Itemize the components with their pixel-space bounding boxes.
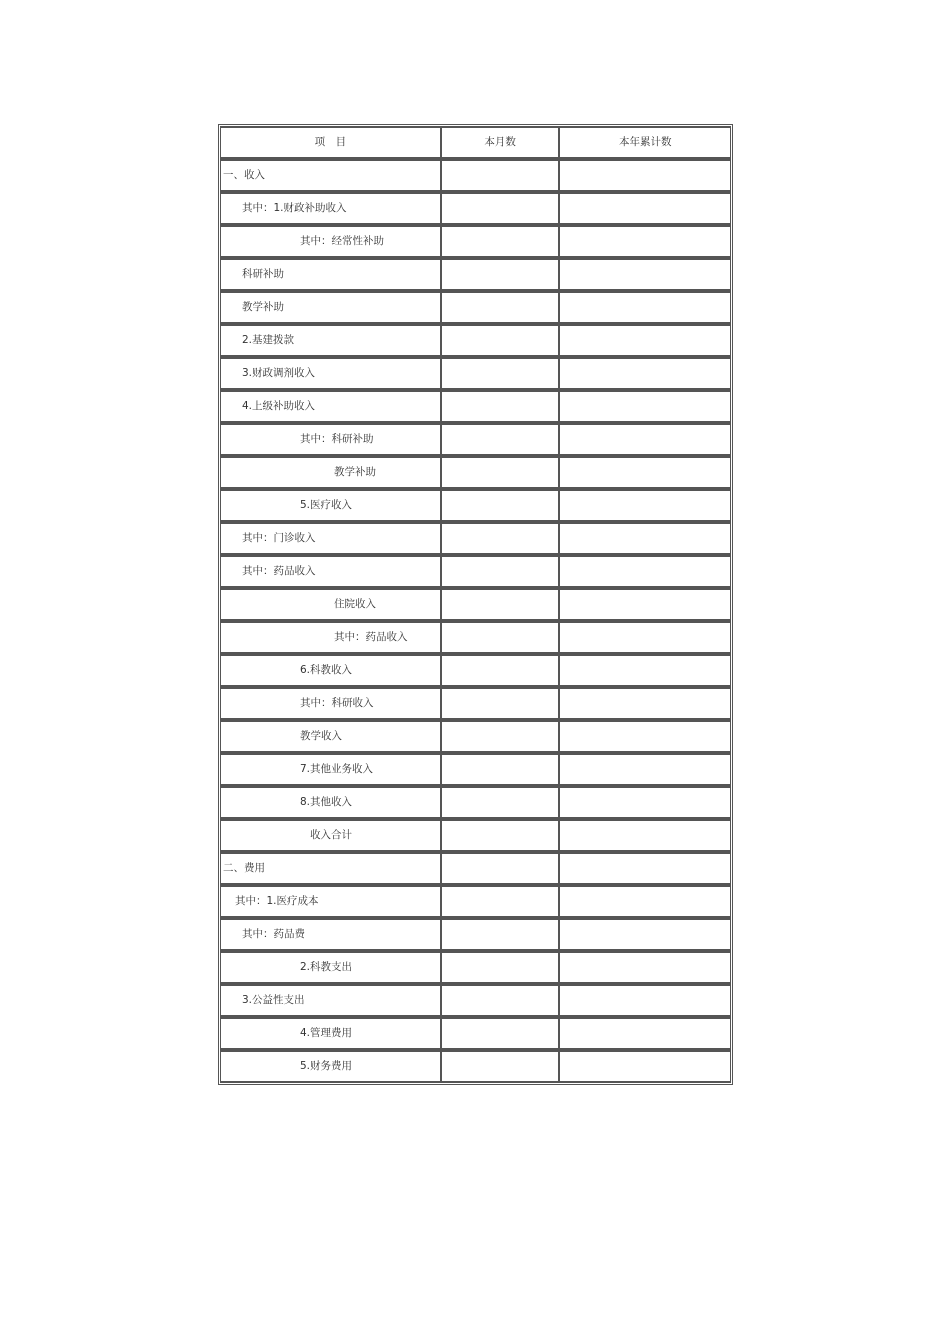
year-value-cell (559, 621, 731, 654)
year-value-cell (559, 390, 731, 423)
table-row (220, 951, 731, 984)
month-value-cell (441, 1017, 560, 1050)
table-row (220, 687, 731, 720)
row-label: 7.其他业务收入 (220, 753, 441, 786)
table-row (220, 489, 731, 522)
header-item: 项 目 (220, 126, 441, 159)
year-value-cell (559, 951, 731, 984)
year-value-cell (559, 423, 731, 456)
row-label: 收入合计 (220, 819, 441, 852)
table-row (220, 984, 731, 1017)
row-label: 3.公益性支出 (220, 984, 441, 1017)
month-value-cell (441, 786, 560, 819)
year-value-cell (559, 324, 731, 357)
year-value-cell (559, 522, 731, 555)
row-label: 其中：门诊收入 (220, 522, 441, 555)
month-value-cell (441, 720, 560, 753)
row-label: 其中：药品收入 (220, 555, 441, 588)
row-label: 其中：药品收入 (220, 621, 441, 654)
year-value-cell (559, 819, 731, 852)
table-row (220, 555, 731, 588)
month-value-cell (441, 984, 560, 1017)
table-row (220, 390, 731, 423)
month-value-cell (441, 258, 560, 291)
year-value-cell (559, 753, 731, 786)
year-value-cell (559, 984, 731, 1017)
row-label: 住院收入 (220, 588, 441, 621)
month-value-cell (441, 819, 560, 852)
table-row (220, 1017, 731, 1050)
year-value-cell (559, 489, 731, 522)
month-value-cell (441, 588, 560, 621)
month-value-cell (441, 357, 560, 390)
month-value-cell (441, 423, 560, 456)
row-label: 其中：科研补助 (220, 423, 441, 456)
year-value-cell (559, 654, 731, 687)
table-row (220, 324, 731, 357)
table-row (220, 588, 731, 621)
month-value-cell (441, 654, 560, 687)
row-label: 二、费用 (220, 852, 441, 885)
year-value-cell (559, 885, 731, 918)
row-label: 教学补助 (220, 456, 441, 489)
table-row (220, 852, 731, 885)
table-row (220, 423, 731, 456)
table-row (220, 159, 731, 192)
table-row (220, 225, 731, 258)
month-value-cell (441, 390, 560, 423)
row-label: 3.财政调剂收入 (220, 357, 441, 390)
table-row (220, 885, 731, 918)
row-label: 4.管理费用 (220, 1017, 441, 1050)
table-body (220, 126, 731, 1083)
row-label: 一、收入 (220, 159, 441, 192)
month-value-cell (441, 291, 560, 324)
table-row (220, 522, 731, 555)
table-row (220, 291, 731, 324)
row-label: 4.上级补助收入 (220, 390, 441, 423)
row-label: 2.科教支出 (220, 951, 441, 984)
month-value-cell (441, 159, 560, 192)
table-row (220, 654, 731, 687)
table-row (220, 357, 731, 390)
row-label: 5.财务费用 (220, 1050, 441, 1083)
header-year: 本年累计数 (559, 126, 731, 159)
year-value-cell (559, 357, 731, 390)
year-value-cell (559, 1050, 731, 1083)
month-value-cell (441, 687, 560, 720)
row-label: 其中：1.财政补助收入 (220, 192, 441, 225)
month-value-cell (441, 555, 560, 588)
month-value-cell (441, 1050, 560, 1083)
row-label: 教学补助 (220, 291, 441, 324)
table-row (220, 621, 731, 654)
table-header-row (220, 126, 731, 159)
row-label: 8.其他收入 (220, 786, 441, 819)
row-label: 2.基建拨款 (220, 324, 441, 357)
month-value-cell (441, 192, 560, 225)
table-row (220, 720, 731, 753)
table-row (220, 456, 731, 489)
month-value-cell (441, 621, 560, 654)
year-value-cell (559, 225, 731, 258)
year-value-cell (559, 852, 731, 885)
month-value-cell (441, 951, 560, 984)
year-value-cell (559, 258, 731, 291)
year-value-cell (559, 456, 731, 489)
table-row (220, 258, 731, 291)
row-label: 科研补助 (220, 258, 441, 291)
row-label: 其中：科研收入 (220, 687, 441, 720)
table-row (220, 786, 731, 819)
year-value-cell (559, 555, 731, 588)
year-value-cell (559, 720, 731, 753)
year-value-cell (559, 192, 731, 225)
table-row (220, 819, 731, 852)
month-value-cell (441, 489, 560, 522)
row-label: 教学收入 (220, 720, 441, 753)
year-value-cell (559, 159, 731, 192)
month-value-cell (441, 885, 560, 918)
month-value-cell (441, 918, 560, 951)
row-label: 其中：1.医疗成本 (220, 885, 441, 918)
year-value-cell (559, 918, 731, 951)
header-month: 本月数 (441, 126, 560, 159)
row-label: 其中：药品费 (220, 918, 441, 951)
row-label: 6.科教收入 (220, 654, 441, 687)
income-expense-table (218, 124, 733, 1085)
row-label: 5.医疗收入 (220, 489, 441, 522)
table-row (220, 918, 731, 951)
table-row (220, 192, 731, 225)
year-value-cell (559, 786, 731, 819)
month-value-cell (441, 456, 560, 489)
year-value-cell (559, 687, 731, 720)
year-value-cell (559, 1017, 731, 1050)
month-value-cell (441, 852, 560, 885)
month-value-cell (441, 225, 560, 258)
row-label: 其中：经常性补助 (220, 225, 441, 258)
table-row (220, 753, 731, 786)
month-value-cell (441, 324, 560, 357)
year-value-cell (559, 291, 731, 324)
month-value-cell (441, 522, 560, 555)
table-row (220, 1050, 731, 1083)
month-value-cell (441, 753, 560, 786)
year-value-cell (559, 588, 731, 621)
